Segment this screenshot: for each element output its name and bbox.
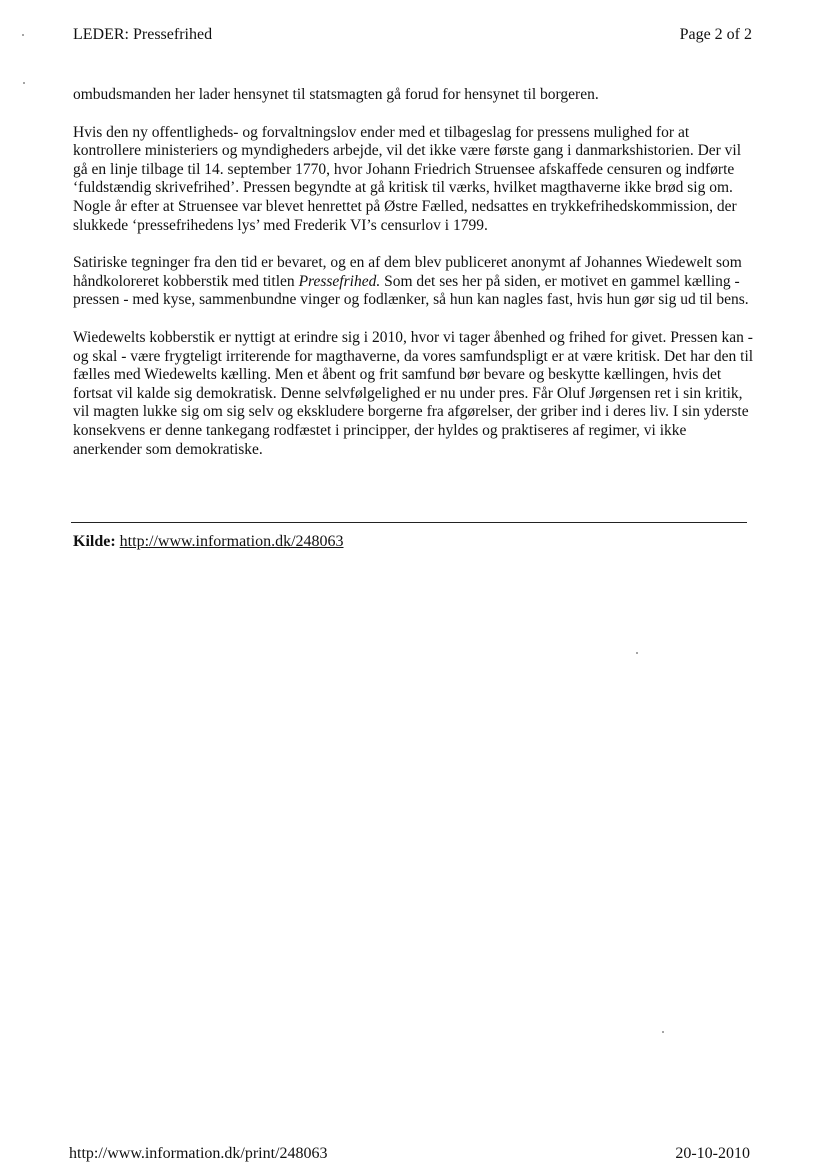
source-line [73, 533, 344, 551]
page-number: Page 2 of 2 [679, 26, 752, 43]
footer-date: 20-10-2010 [675, 1145, 750, 1162]
paragraph-3-text-before: Satiriske tegninger fra den tid er bevaret, og en af dem blev publiceret anonymt af Johannes Wiedewelt som håndkoloreret kobberstik med titlen [73, 254, 742, 290]
header-title: LEDER: Pressefrihed [73, 26, 213, 43]
divider [71, 522, 747, 523]
paragraph-3-text-after: Som det ses her på siden, er motivet en gammel kælling - pressen - med kyse, sammenbundne vinger og fodlænker, så hun kan nagles fast, hvis hun gør sig ud til bens. [73, 272, 749, 309]
paragraph-3-italic-title: Pressefrihed. [298, 272, 381, 290]
paragraph-1: ombudsmanden her lader hensynet til statsmagten gå forud for hensynet til borgeren. [73, 86, 599, 103]
paragraph-4: Wiedewelts kobberstik er nyttigt at erindre sig i 2010, hvor vi tager åbenhed og frihed for givet. Pressen kan - og skal - være frygteligt irriterende for magthaverne, da vores samfundspligt er at være kritisk. Det har den til fælles med Wiedewelts kælling. Men et åbent og frit samfund bør bevare og beskytte kællingen, hvis det fortsat vil kalde sig demokratisk. Denne selvfølgelighed er nu under pres. Får Oluf Jørgensen ret i sin kritik, vil magten lukke sig om sig selv og ekskludere borgerne fra afgørelser, der griber ind i deres liv. I sin yderste konsekvens er denne tankegang rodfæstet i principper, der hyldes og praktiseres af regimer, vi ikke anerkender som demokratiske. [73, 328, 754, 458]
article-body [73, 86, 759, 478]
source-link[interactable]: http://www.information.dk/248063 [119, 533, 344, 550]
paragraph-3 [73, 254, 759, 310]
footer-url: http://www.information.dk/print/248063 [69, 1145, 328, 1162]
source-label: Kilde: [73, 533, 116, 550]
paragraph-2: Hvis den ny offentligheds- og forvaltningslov ender med et tilbageslag for pressens mulighed for at kontrollere ministeriers og myndigheders arbejde, vil det ikke være første gang i danmarkshistorien. Der vil gå en linje tilbage til 14. september 1770, hvor Johann Friedrich Struensee afskaffede censuren og indførte ‘fuldstændig skrivefrihed’. Pressen begyndte at gå kritisk til værks, hvilket magthaverne ikke brød sig om. Nogle år efter at Struensee var blevet henrettet på Østre Fælled, nedsattes en trykkefrihedskommission, der slukkede ‘pressefrihedens lys’ med Frederik VI’s censurlov i 1799. [73, 123, 742, 234]
scan-speck [636, 652, 638, 654]
scan-speck [22, 34, 24, 36]
scan-speck [23, 82, 25, 84]
scan-speck [662, 1031, 664, 1033]
